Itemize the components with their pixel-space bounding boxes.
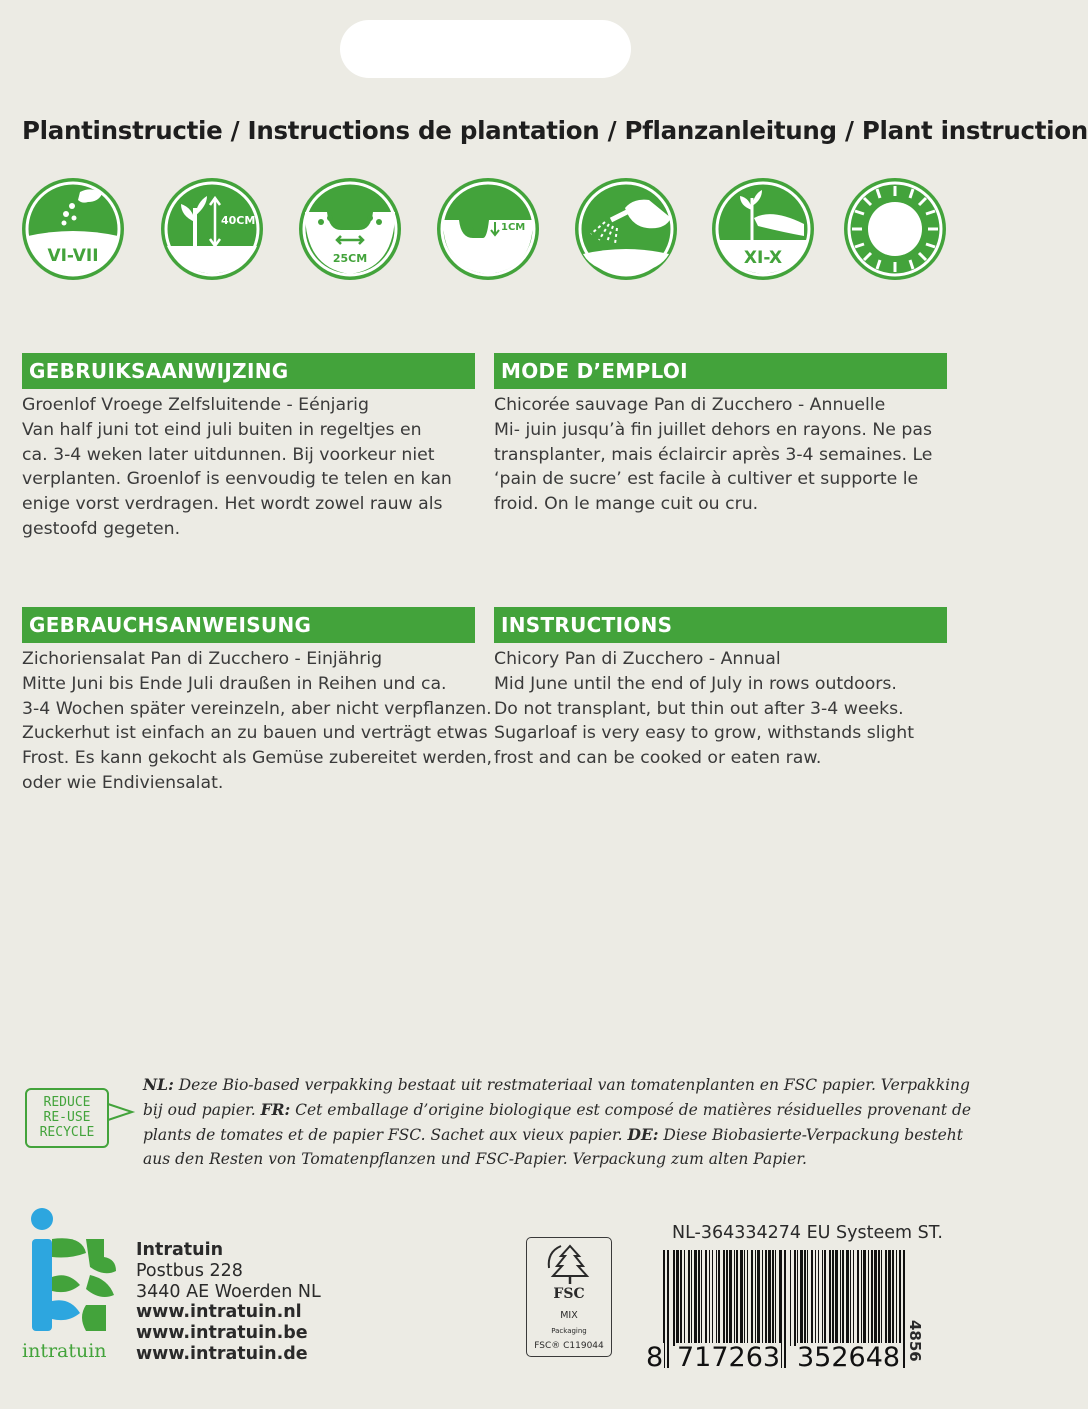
recycle-line: RECYCLE xyxy=(39,1125,95,1140)
fsc-code: FSC® C119044 xyxy=(534,1341,604,1351)
barcode-bar xyxy=(757,1250,760,1346)
barcode-bar xyxy=(698,1250,700,1346)
text-line: Sugarloaf is very easy to grow, withstands slight xyxy=(494,723,915,744)
barcode-bar xyxy=(712,1250,713,1346)
barcode-bar xyxy=(881,1250,882,1346)
fsc-label xyxy=(526,1237,612,1357)
barcode-bar xyxy=(846,1250,849,1346)
barcode-bar xyxy=(684,1250,685,1346)
barcode-bar xyxy=(673,1250,675,1346)
section-body-nl xyxy=(22,393,475,542)
barcode-bar xyxy=(775,1250,776,1346)
eco-text-part: Deze Bio-based verpakking bestaat uit restmateriaal van tomatenplanten en FSC papier. Verpakking xyxy=(173,1076,970,1094)
barcode-bar xyxy=(736,1250,738,1346)
barcode-bar xyxy=(747,1250,748,1346)
logo-wordmark: intratuin xyxy=(22,1340,107,1362)
section-en xyxy=(494,607,947,771)
barcode-bar xyxy=(835,1250,838,1346)
recycle-line: REDUCE xyxy=(43,1095,91,1110)
barcode-bar xyxy=(680,1250,682,1346)
text-line: Zichoriensalat Pan di Zucchero - Einjährig xyxy=(22,649,383,669)
barcode-bar xyxy=(709,1250,710,1346)
barcode-bar xyxy=(853,1250,854,1346)
barcode-bar xyxy=(716,1250,717,1346)
text-line: verplanten. Groenlof is eenvoudig te telen en kan xyxy=(22,469,452,490)
eco-line xyxy=(143,1123,963,1148)
barcode-guard xyxy=(667,1250,669,1368)
barcode-bar xyxy=(676,1250,679,1346)
barcode-bar xyxy=(762,1250,763,1346)
text-line: froid. On le mange cuit ou cru. xyxy=(494,494,759,515)
barcode-bar xyxy=(868,1250,869,1346)
barcode-bar xyxy=(829,1250,831,1346)
text-line: Groenlof Vroege Zelfsluitende - Eénjarig xyxy=(22,395,369,415)
eco-text-part: Diese Biobasierte-Verpackung besteht xyxy=(658,1125,963,1144)
barcode-guard xyxy=(903,1250,905,1368)
barcode-bar xyxy=(818,1250,819,1346)
eco-text-part: bij oud papier. xyxy=(143,1100,261,1119)
text-line: gestoofd gegeten. xyxy=(22,518,181,539)
fsc-mix: MIX xyxy=(560,1310,578,1321)
harvest-icon xyxy=(712,178,814,280)
text-line: Mitte Juni bis Ende Juli draußen in Reihen und ca. xyxy=(22,673,447,694)
text-line: Zuckerhut ist einfach an zu bauen und verträgt etwas xyxy=(22,723,488,744)
sowing-icon xyxy=(22,178,124,280)
barcode-bar xyxy=(765,1250,767,1346)
barcode-bar xyxy=(824,1250,826,1346)
text-line: Mid June until the end of July in rows outdoors. xyxy=(494,673,897,694)
company-name: Intratuin xyxy=(136,1240,224,1260)
text-line: Frost. Es kann gekocht als Gemüse zubereitet werden, xyxy=(22,748,493,769)
section-heading-nl: GEBRUIKSAANWIJZING xyxy=(22,353,475,389)
certification-code: NL-364334274 EU Systeem ST. xyxy=(672,1223,943,1243)
barcode-bar xyxy=(822,1250,823,1346)
lang-tag-de: DE: xyxy=(627,1124,659,1144)
plant-height-label: 40CM xyxy=(221,214,256,227)
text-line: Van half juni tot eind juli buiten in regeltjes en xyxy=(22,419,422,440)
eco-text-part: Cet emballage d’origine biologique est composé de matières résiduelles provenant de xyxy=(290,1100,972,1119)
barcode-bar xyxy=(885,1250,887,1346)
section-nl xyxy=(22,353,475,542)
plant-height-icon xyxy=(161,178,263,280)
hang-hole xyxy=(340,20,631,78)
fsc-brand: FSC xyxy=(553,1286,585,1302)
barcode-bar xyxy=(888,1250,891,1346)
company-address xyxy=(136,1240,321,1365)
lang-tag-nl: NL: xyxy=(143,1075,174,1094)
eco-line xyxy=(143,1098,972,1123)
text-line: Chicorée sauvage Pan di Zucchero - Annuelle xyxy=(494,395,886,415)
barcode-bar xyxy=(840,1250,841,1346)
barcode-side-code: 4856 xyxy=(906,1320,924,1362)
barcode-bar xyxy=(726,1250,728,1346)
lang-tag-fr: FR: xyxy=(260,1099,291,1119)
barcode-bar xyxy=(744,1250,745,1346)
section-body-fr xyxy=(494,393,947,517)
barcode-bar xyxy=(794,1250,796,1346)
recycle-badge xyxy=(25,1088,109,1148)
sowing-depth-label: 1CM xyxy=(501,222,526,233)
text-line: 3-4 Wochen später vereinzeln, aber nicht verpflanzen. xyxy=(22,698,492,719)
barcode-first-digit: 8 xyxy=(646,1342,664,1373)
barcode-bar xyxy=(857,1250,859,1346)
barcode-bar xyxy=(768,1250,771,1346)
section-heading-fr: MODE D’EMPLOI xyxy=(494,353,947,389)
text-line: enige vorst verdragen. Het wordt zowel rauw als xyxy=(22,494,443,515)
barcode-bar xyxy=(804,1250,806,1346)
harvest-label: XI-X xyxy=(743,248,783,268)
row-spacing-label: 25CM xyxy=(332,252,368,265)
website-link-be[interactable]: www.intratuin.be xyxy=(136,1323,308,1344)
fsc-packaging: Packaging xyxy=(551,1327,587,1335)
eco-text xyxy=(143,1073,972,1172)
barcode-bar xyxy=(896,1250,897,1346)
barcode-digits-right: 352648 xyxy=(797,1342,901,1373)
barcode-bar xyxy=(718,1250,720,1346)
barcode-bar xyxy=(755,1250,756,1346)
barcode-bar xyxy=(863,1250,866,1346)
barcode-bar xyxy=(688,1250,690,1346)
barcode-bar xyxy=(800,1250,803,1346)
text-line: Do not transplant, but thin out after 3-4 weeks. xyxy=(494,698,904,719)
barcode-bar xyxy=(729,1250,732,1346)
eco-text-part: plants de tomates et de papier FSC. Sachet aux vieux papier. xyxy=(143,1125,628,1144)
text-line: transplanter, mais éclaircir après 3-4 semaines. Le xyxy=(494,444,933,465)
barcode-bar xyxy=(691,1250,692,1346)
website-link-de[interactable]: www.intratuin.de xyxy=(136,1343,308,1364)
barcode-bar xyxy=(723,1250,725,1346)
section-fr xyxy=(494,353,947,517)
barcode-bar xyxy=(861,1250,862,1346)
barcode-bar xyxy=(842,1250,844,1346)
sowing-label: VI-VII xyxy=(47,246,99,266)
section-body-en xyxy=(494,647,947,771)
barcode-bar xyxy=(807,1250,808,1346)
barcode-bar xyxy=(832,1250,834,1346)
barcode-bar xyxy=(740,1250,743,1346)
eco-line: aus den Resten von Tomatenpflanzen und FSC-Papier. Verpackung zum alten Papier. xyxy=(143,1150,807,1169)
text-line: ca. 3-4 weken later uitdunnen. Bij voorkeur niet xyxy=(22,444,435,465)
icons-row xyxy=(22,178,952,282)
text-line: Mi- juin jusqu’à fin juillet dehors en rayons. Ne pas xyxy=(494,419,932,440)
text-line: oder wie Endiviensalat. xyxy=(22,772,224,793)
barcode-digits-left: 717263 xyxy=(677,1342,781,1373)
barcode-bar xyxy=(734,1250,735,1346)
recycle-line: RE-USE xyxy=(43,1110,91,1125)
barcode-bar xyxy=(751,1250,753,1346)
text-line: frost and can be cooked or eaten raw. xyxy=(494,748,822,769)
barcode-bar xyxy=(850,1250,851,1346)
watering-icon xyxy=(575,178,677,280)
barcode-bar xyxy=(705,1250,707,1346)
website-link-nl[interactable]: www.intratuin.nl xyxy=(136,1302,302,1323)
sun-icon xyxy=(844,178,946,280)
address-line: Postbus 228 xyxy=(136,1260,243,1281)
barcode-bar xyxy=(815,1250,816,1346)
section-heading-en: INSTRUCTIONS xyxy=(494,607,947,643)
barcode-bar xyxy=(878,1250,880,1346)
recycle-arrow-icon xyxy=(108,1100,136,1124)
barcode-bar xyxy=(797,1250,798,1346)
barcode-bar xyxy=(874,1250,877,1346)
barcode-bar xyxy=(701,1250,702,1346)
fsc-tree-icon xyxy=(545,1242,595,1288)
barcode-guard xyxy=(784,1250,786,1368)
barcode-bar xyxy=(892,1250,894,1346)
text-line: ‘pain de sucre’ est facile à cultiver et supporte le xyxy=(494,469,919,490)
page-title: Plantinstructie / Instructions de plantation / Pflanzanleitung / Plant instruction xyxy=(22,116,1088,145)
section-body-de xyxy=(22,647,493,796)
eco-line xyxy=(143,1073,970,1098)
barcode-bar xyxy=(694,1250,697,1346)
barcode-bar xyxy=(790,1250,791,1346)
address-line: 3440 AE Woerden NL xyxy=(136,1281,321,1302)
barcode-bar xyxy=(772,1250,774,1346)
text-line: Chicory Pan di Zucchero - Annual xyxy=(494,649,781,669)
barcode-bar xyxy=(871,1250,873,1346)
sowing-depth-icon xyxy=(437,178,539,280)
section-heading-de: GEBRAUCHSANWEISUNG xyxy=(22,607,475,643)
barcode-bar xyxy=(811,1250,813,1346)
row-spacing-icon xyxy=(299,178,401,280)
section-de xyxy=(22,607,493,796)
